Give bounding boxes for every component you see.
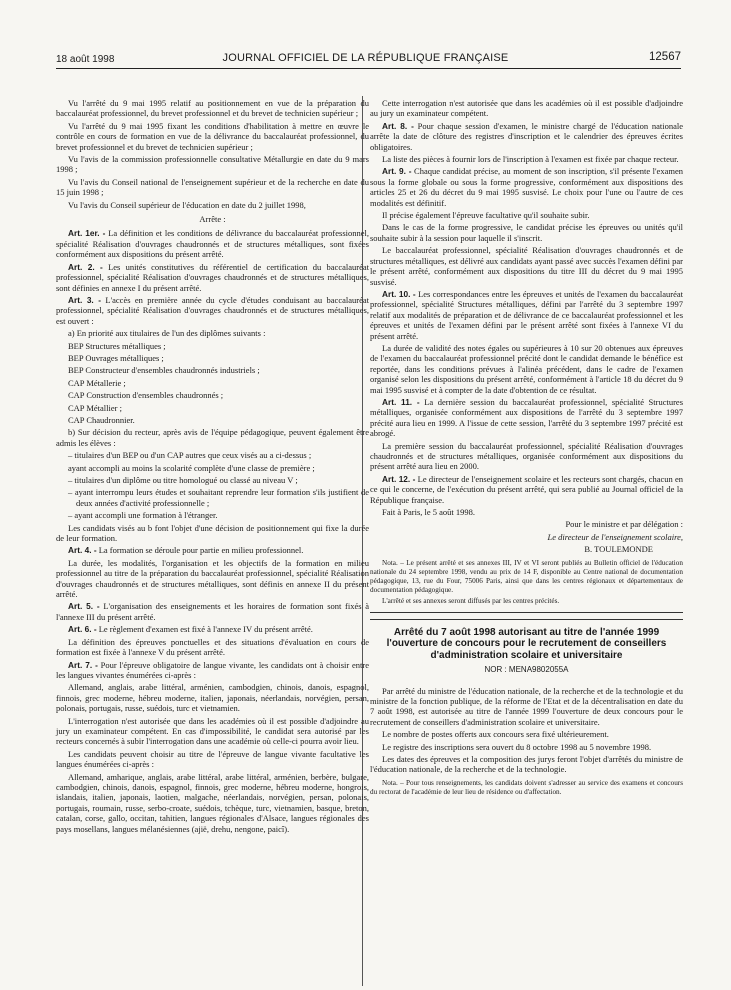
condition-item: – titulaires d'un diplôme ou titre homologué ou classé au niveau V ; bbox=[68, 475, 298, 485]
article-1-label: Art. 1er. - bbox=[68, 228, 106, 239]
second-decree-nota: Nota. – Pour tous renseignements, les candidats doivent s'adresser au service des examens et concours du rectorat de l'académie de leur lieu de résidence ou d'affectation. bbox=[370, 778, 683, 796]
article-11 bbox=[370, 397, 683, 439]
article-7-d: Cette interrogation n'est autorisée que dans les académies où il est possible d'adjoindre au jury un examinateur compétent. bbox=[370, 98, 683, 119]
signature-delegation: Pour le ministre et par délégation : bbox=[565, 519, 683, 530]
article-8-label: Art. 8. - bbox=[382, 120, 414, 131]
diploma-item: CAP Métallerie ; bbox=[68, 377, 126, 388]
article-7 bbox=[56, 660, 369, 681]
second-decree-p2: Le nombre de postes offerts aux concours sera fixé ultérieurement. bbox=[382, 729, 609, 740]
article-9-d: Le baccalauréat professionnel, spécialité Réalisation d'ouvrages chaudronnés et de structures métalliques, est délivré aux candidats ayant passé avec succès l'examen défini par le présent arrêté, conformément aux dispositions du titre III du décret du 9 mai 1995 susvisé. bbox=[370, 245, 683, 287]
article-1-text: La définition et les conditions de délivrance du baccalauréat professionnel, spécialité Réalisation d'ouvrages chaudronnés et de structures métalliques, sont fixées conformément aux dispositions du présent arrêté. bbox=[56, 228, 370, 260]
article-9-label: Art. 9. - bbox=[382, 166, 412, 177]
header-journal-title: JOURNAL OFFICIEL DE LA RÉPUBLIQUE FRANÇAISE bbox=[222, 52, 509, 64]
article-4 bbox=[56, 545, 369, 555]
article-7-text: Pour l'épreuve obligatoire de langue vivante, les candidats ont à choisir entre les langues vivantes énumérées ci-après : bbox=[56, 659, 369, 680]
diploma-item: CAP Chaudronnier. bbox=[68, 414, 135, 425]
diploma-item: BEP Ouvrages métalliques ; bbox=[68, 352, 164, 363]
article-7-languages-optional: Allemand, amharique, anglais, arabe littéral, arabe littéral, arménien, berbère, bulgare, cambodgien, chinois, danois, espagnol, finnois, grec moderne, hébreu moderne, hongrois, islandais, italien, japonais, laotien, malgache, néerlandais, norvégien, persan, polonais, portugais, roumain, russe, serbo-croate, suédois, tchèque, turc, vietnamien, basque, breton, catalan, corse, gallo, occitan, tahitien, langues régionales d'Alsace, langues régionales des pays mosellans, langues mélanésiennes (ajië, drehu, nengone, paicî). bbox=[56, 771, 369, 834]
visa-1: Vu l'arrêté du 9 mai 1995 relatif au positionnement en vue de la préparation du baccalauréat professionnel, du brevet professionnel et du brevet de technicien supérieur ; bbox=[56, 98, 369, 119]
article-9-b: Il précise également l'épreuve facultative qu'il souhaite subir. bbox=[382, 210, 590, 221]
article-2 bbox=[56, 262, 369, 293]
article-3-a: a) En priorité aux titulaires de l'un des diplômes suivants : bbox=[68, 328, 266, 339]
article-9-c: Dans le cas de la forme progressive, le candidat précise les épreuves ou unités qu'il souhaite subir à la session pour laquelle il s'inscrit. bbox=[370, 222, 683, 243]
article-6-label: Art. 6. - bbox=[68, 624, 97, 635]
condition-item: – ayant accompli une formation à l'étranger. bbox=[68, 510, 218, 521]
condition-item: – titulaires d'un BEP ou d'un CAP autres que ceux visés au a ci-dessus ; bbox=[68, 450, 312, 461]
article-7-b: L'interrogation n'est autorisée que dans les académies où il est possible d'adjoindre au jury un examinateur compétent. En cas d'impossibilité, le candidat sera autorisé par les recteurs concernés à subir l'interrogation dans une académie où celle-ci pourra avoir lieu. bbox=[56, 715, 369, 747]
article-9 bbox=[370, 166, 683, 208]
article-5 bbox=[56, 601, 369, 622]
article-10-label: Art. 10. - bbox=[382, 288, 416, 299]
article-5-text: L'organisation des enseignements et les horaires de formation sont fixés à l'annexe III du présent arrêté. bbox=[56, 601, 369, 622]
visa-2: Vu l'arrêté du 9 mai 1995 fixant les conditions d'habilitation à mettre en œuvre le contrôle en cours de formation en vue de la délivrance du baccalauréat professionnel, du brevet professionnel et du brevet de technicien supérieur ; bbox=[56, 120, 369, 152]
article-6-text: Le règlement d'examen est fixé à l'annexe IV du présent arrêté. bbox=[98, 624, 313, 635]
article-8 bbox=[370, 121, 683, 152]
diploma-item: BEP Structures métalliques ; bbox=[68, 340, 166, 351]
visa-3: Vu l'avis de la commission professionnelle consultative Métallurgie en date du 9 mars 1998 ; bbox=[56, 154, 369, 175]
article-11-b: La première session du baccalauréat professionnel, spécialité Réalisation d'ouvrages chaudronnés et de structures métalliques, organisée conformément aux dispositions du présent arrêté aura lieu en 2000. bbox=[370, 440, 683, 472]
article-3-label: Art. 3. - bbox=[68, 294, 102, 305]
article-7-label: Art. 7. - bbox=[68, 659, 98, 670]
article-4-label: Art. 4. - bbox=[68, 545, 97, 556]
article-9-text: Chaque candidat précise, au moment de son inscription, s'il présente l'examen sous la forme globale ou sous la forme progressive, conformément aux dispositions des articles 25 et 26 du décret du 9 mai 1995 susvisé. Le choix pour l'une ou l'autre de ces modalités est définitif. bbox=[370, 166, 683, 208]
condition-item: ayant accompli au moins la scolarité complète d'une classe de première ; bbox=[68, 462, 315, 473]
second-decree-p3: Le registre des inscriptions sera ouvert du 8 octobre 1998 au 5 novembre 1998. bbox=[382, 741, 652, 752]
article-6-b: La définition des épreuves ponctuelles et des situations d'évaluation en cours de formation est fixée à l'annexe V du présent arrêté. bbox=[56, 636, 369, 658]
second-decree-p1: Par arrêté du ministre de l'éducation nationale, de la recherche et de la technologie et du ministre de la fonction publique, de la réforme de l'Etat et de la décentralisation en date du 7 août 1998, est autorisée au titre de l'année 1999 l'ouverture de deux concours pour le recrutement de conseillers d'administration scolaire et universitaire. bbox=[370, 685, 683, 727]
article-11-label: Art. 11. - bbox=[382, 396, 420, 407]
visa-4: Vu l'avis du Conseil national de l'enseignement supérieur et de la recherche en date du 15 juin 1998 ; bbox=[56, 176, 369, 198]
article-6 bbox=[56, 624, 369, 634]
article-3 bbox=[56, 295, 369, 326]
done-at: Fait à Paris, le 5 août 1998. bbox=[382, 507, 476, 518]
signature-role: Le directeur de l'enseignement scolaire, bbox=[547, 531, 683, 542]
article-1 bbox=[56, 228, 369, 259]
article-10 bbox=[370, 289, 683, 341]
article-7-c: Les candidats peuvent choisir au titre de l'épreuve de langue vivante facultative les langues énumérées ci-après : bbox=[56, 748, 369, 770]
second-decree-title: Arrêté du 7 août 1998 autorisant au titre de l'année 1999 l'ouverture de concours pour le recrutement de conseillers d'administration scolaire et universitaire bbox=[386, 626, 667, 661]
article-12-text: Le directeur de l'enseignement scolaire et les recteurs sont chargés, chacun en ce qui le concerne, de l'exécution du présent arrêté, qui sera publié au Journal officiel de la République française. bbox=[370, 473, 684, 505]
diploma-item: CAP Construction d'ensembles chaudronnés ; bbox=[68, 390, 224, 401]
page-header bbox=[0, 50, 731, 68]
second-decree-p4: Les dates des épreuves et la composition des jurys feront l'objet d'arrêtés du ministre de l'éducation nationale, de la recherche et de la technologie. bbox=[370, 754, 683, 775]
left-column bbox=[56, 98, 369, 836]
signature-name: B. TOULEMONDE bbox=[584, 544, 653, 555]
visa-5: Vu l'avis du Conseil supérieur de l'éducation en date du 2 juillet 1998, bbox=[68, 199, 306, 210]
right-column bbox=[370, 98, 683, 799]
condition-item: – ayant interrompu leurs études et souhaitant reprendre leur formation s'ils justifient de deux années d'activité professionnelle ; bbox=[68, 487, 369, 508]
article-2-label: Art. 2. - bbox=[68, 261, 103, 272]
article-8-text: Pour chaque session d'examen, le ministre chargé de l'éducation nationale arrête la date de clôture des registres d'inscription et le calendrier des épreuves écrites obligatoires. bbox=[370, 120, 683, 152]
header-date: 18 août 1998 bbox=[56, 54, 115, 65]
header-rule bbox=[56, 68, 681, 69]
article-3-b: b) Sur décision du recteur, après avis de l'équipe pédagogique, peuvent également être admis les élèves : bbox=[56, 427, 369, 448]
article-11-text: La dernière session du baccalauréat professionnel, spécialité Structures métalliques, organisée conformément aux dispositions de l'arrêté du 3 septembre 1997 précité aura lieu en 1999. A l'issue de cette session, l'arrêté du 3 septembre 1997 précité est abrogé. bbox=[370, 396, 684, 439]
section-divider bbox=[370, 612, 683, 613]
diploma-item: CAP Métallier ; bbox=[68, 402, 122, 413]
nota-publication: Nota. – Le présent arrêté et ses annexes III, IV et VI seront publiés au Bulletin officiel de l'éducation nationale du 24 septembre 1998, vendu au prix de 14 F, disponible au Centre national de documentation pédagogique, 13, rue du Four, 75006 Paris, ainsi que dans les centres régionaux et départementaux de documentation pédagogique. bbox=[370, 558, 683, 594]
arrete-heading: Arrête : bbox=[199, 214, 226, 225]
article-4-b: La durée, les modalités, l'organisation et les objectifs de la formation en milieu professionnel au titre de la préparation du baccalauréat professionnel, spécialité Réalisation d'ouvrages chaudronnés et de structures métalliques, sont définis en annexe II du présent arrêté. bbox=[56, 557, 369, 600]
article-10-text: Les correspondances entre les épreuves et unités de l'examen du baccalauréat professionnel, spécialité Structures métalliques, défini par l'arrêté du 3 septembre 1997 relatif aux modalités de préparation et de délivrance de ce baccalauréat professionnel et les épreuves et unités de l'examen défini par le présent arrêté sont fixées à l'annexe VI du présent arrêté. bbox=[370, 288, 684, 341]
nota-diffusion: L'arrêté et ses annexes seront diffusés par les centres précités. bbox=[382, 596, 560, 605]
diploma-item: BEP Constructeur d'ensembles chaudronnés industriels ; bbox=[68, 365, 260, 376]
article-3-text: L'accès en première année du cycle d'études conduisant au baccalauréat professionnel, spécialité Réalisation d'ouvrages chaudronnés et de structures métalliques, est ouvert : bbox=[56, 294, 369, 326]
article-10-b: La durée de validité des notes égales ou supérieures à 10 sur 20 obtenues aux épreuves de l'examen du baccalauréat professionnel précité dont le candidat demande le bénéfice est reportée, dans les conditions prévues à l'alinéa précédent, dans le cadre de l'examen organisé selon les dispositions du présent arrêté, conformément à l'article 18 du décret du 9 mai 1995 susvisé et à compter de la date d'obtention de ce résultat. bbox=[370, 342, 683, 395]
article-4-text: La formation se déroule pour partie en milieu professionnel. bbox=[98, 545, 304, 556]
article-7-languages: Allemand, anglais, arabe littéral, arménien, cambodgien, chinois, danois, espagnol, finnois, grec moderne, hébreu moderne, italien, japonais, néerlandais, norvégien, persan, polonais, portugais, russe, suédois, turc et vietnamien. bbox=[56, 682, 369, 714]
header-page-number: 12567 bbox=[649, 51, 681, 63]
article-12-label: Art. 12. - bbox=[382, 473, 416, 484]
article-12 bbox=[370, 474, 683, 505]
nor-reference: NOR : MENA9802055A bbox=[484, 665, 569, 675]
article-2-text: Les unités constitutives du référentiel de certification du baccalauréat professionnel, spécialité Réalisation d'ouvrages chaudronnés et de structures métalliques, sont définies en annexe I du présent arrêté. bbox=[56, 261, 369, 293]
section-divider bbox=[370, 619, 683, 620]
article-8-b: La liste des pièces à fournir lors de l'inscription à l'examen est fixée par chaque recteur. bbox=[382, 154, 679, 165]
article-3-end: Les candidats visés au b font l'objet d'une décision de positionnement qui fixe la durée de leur formation. bbox=[56, 522, 369, 544]
article-5-label: Art. 5. - bbox=[68, 601, 100, 612]
